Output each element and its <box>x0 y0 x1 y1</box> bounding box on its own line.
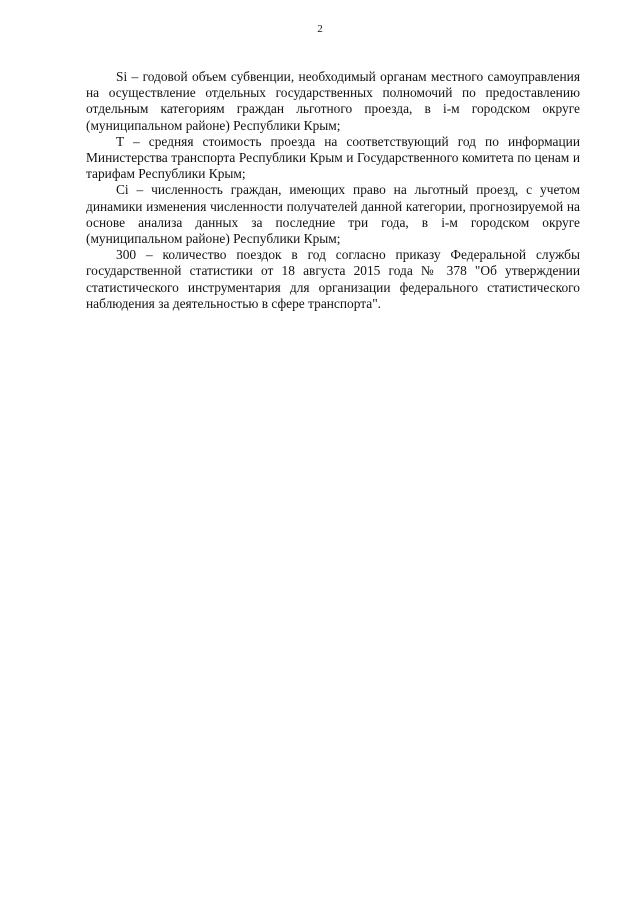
paragraph-300-definition: 300 – количество поездок в год согласно приказу Федеральной службы государственной статистики от 18 августа 2015 года № 378 "Об утверждении статистического инструментария для организации федерального статистического наблюдения за деятельностью в сфере транспорта". <box>86 247 580 311</box>
paragraph-si-definition: Si – годовой объем субвенции, необходимый органам местного самоуправления на осуществление отдельных государственных полномочий по предоставлению отдельным категориям граждан льготного проезда, в i-м городском округе (муниципальном районе) Республики Крым; <box>86 69 580 133</box>
document-body <box>86 69 580 312</box>
paragraph-ci-definition: Ci – численность граждан, имеющих право на льготный проезд, с учетом динамики изменения численности получателей данной категории, прогнозируемой на основе анализа данных за последние три года, в i-м городском округе (муниципальном районе) Республики Крым; <box>86 182 580 247</box>
page-number: 2 <box>317 23 323 35</box>
paragraph-t-definition: T – средняя стоимость проезда на соответствующий год по информации Министерства транспорта Республики Крым и Государственного комитета по ценам и тарифам Республики Крым; <box>86 133 580 182</box>
